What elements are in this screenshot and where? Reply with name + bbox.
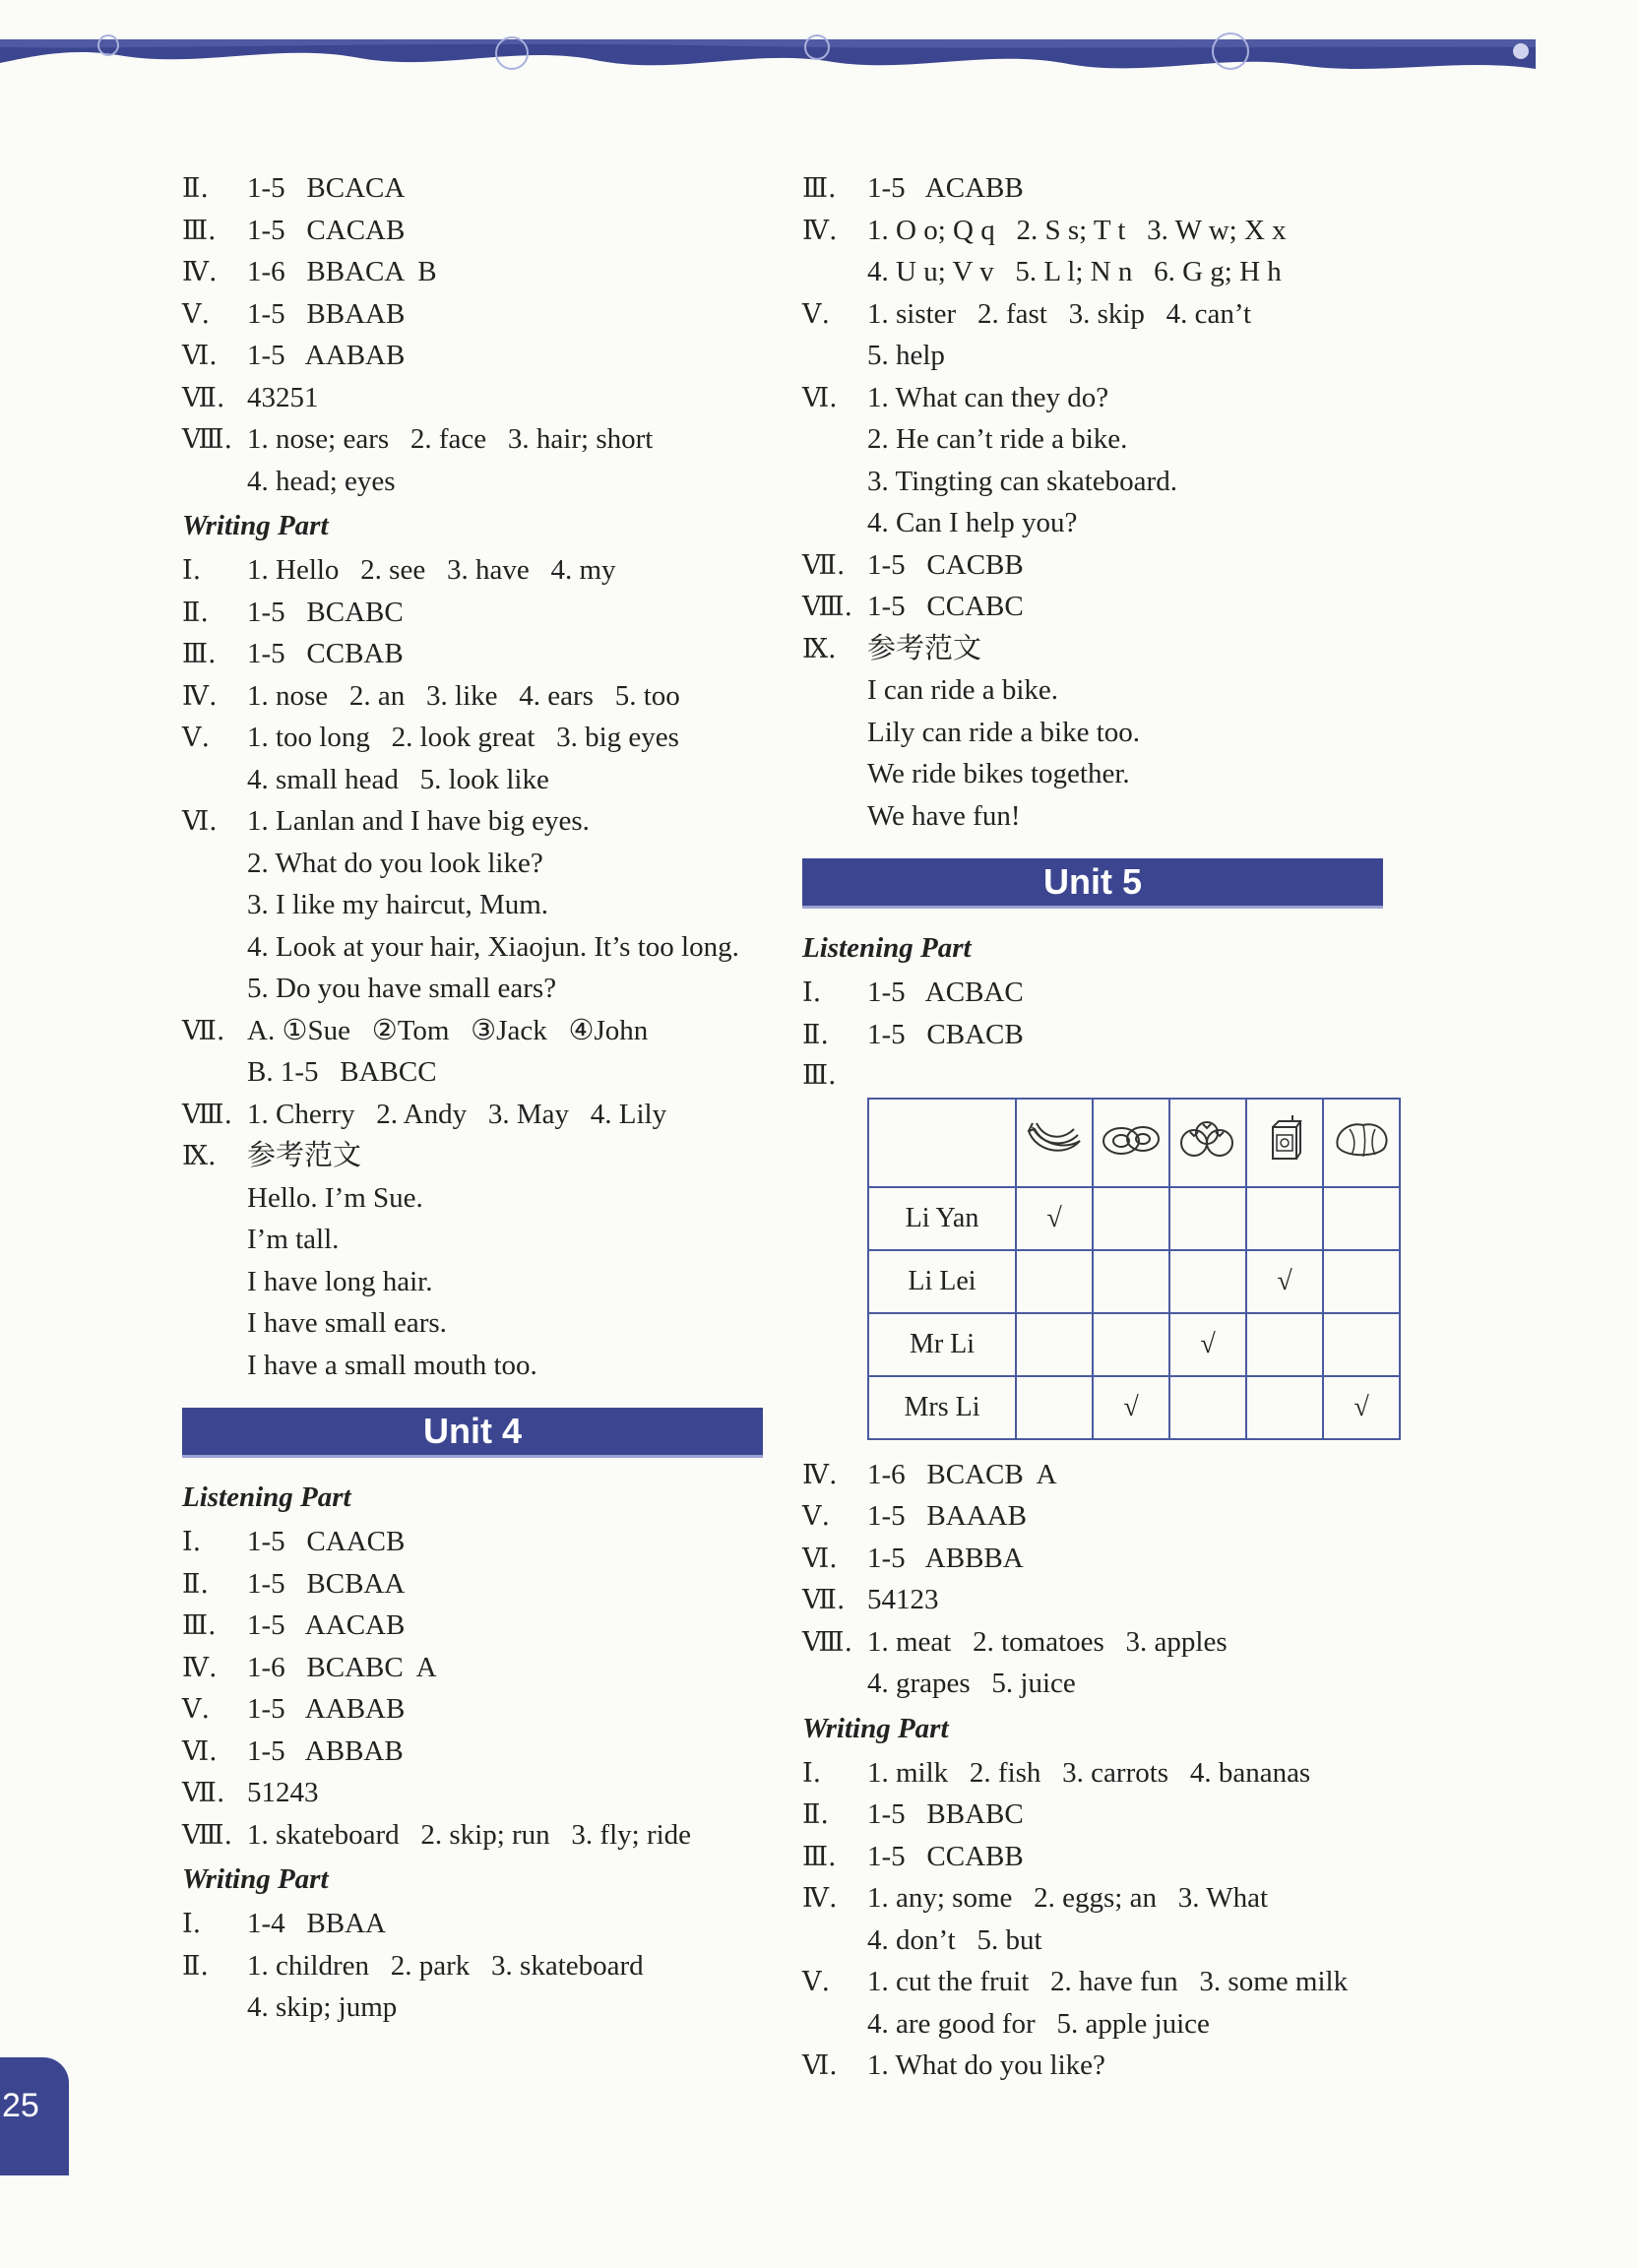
answer-row xyxy=(182,1010,792,1052)
answer-row xyxy=(182,1688,792,1731)
answer-text: 1-5 BCBAA xyxy=(247,1567,406,1600)
tick-cell xyxy=(1246,1313,1323,1376)
answer-text: 4. small head 5. look like xyxy=(247,763,549,795)
question-number: Ⅱ. xyxy=(802,1019,829,1050)
table-row xyxy=(868,1313,1400,1376)
table-row xyxy=(868,1376,1400,1439)
answer-text: 1. too long 2. look great 3. big eyes xyxy=(247,722,679,753)
answer-text: 1-5 AACAB xyxy=(247,1609,406,1641)
answer-row xyxy=(802,1454,1432,1496)
answer-text: 4. don’t 5. but xyxy=(867,1923,1042,1956)
answer-row xyxy=(802,210,1432,252)
answer-text: 1-5 BCACA xyxy=(247,172,406,204)
question-number: Ⅵ. xyxy=(802,382,838,413)
answer-text: 1-5 BAAAB xyxy=(867,1500,1027,1532)
question-number: Ⅲ. xyxy=(802,1060,837,1091)
answer-row xyxy=(802,628,1432,670)
section-heading: Listening Part xyxy=(802,932,972,964)
answer-row xyxy=(182,251,792,293)
question-number: Ⅳ. xyxy=(182,1652,218,1683)
question-number: Ⅰ. xyxy=(182,1909,202,1939)
answer-text: 1. milk 2. fish 3. carrots 4. bananas xyxy=(867,1756,1311,1789)
answer-text: 1-5 BBAAB xyxy=(247,297,406,330)
answer-text: 1. skateboard 2. skip; run 3. fly; ride xyxy=(247,1818,692,1851)
tick-cell: √ xyxy=(1246,1250,1323,1313)
answer-row xyxy=(182,800,792,843)
answer-text: 1. O o; Q q 2. S s; T t 3. W w; X x xyxy=(867,214,1287,246)
answer-row xyxy=(802,586,1432,628)
answer-text: 4. head; eyes xyxy=(247,465,396,497)
answer-row xyxy=(182,1605,792,1647)
tick-cell xyxy=(1016,1376,1093,1439)
answer-text: 4. are good for 5. apple juice xyxy=(867,2007,1210,2040)
tick-cell xyxy=(1093,1187,1169,1250)
tick-cell: √ xyxy=(1323,1376,1400,1439)
answer-continuation xyxy=(802,712,1432,754)
tick-cell xyxy=(1169,1250,1246,1313)
answer-row xyxy=(182,549,792,592)
tick-cell: √ xyxy=(1169,1313,1246,1376)
question-number: Ⅷ. xyxy=(182,1819,233,1851)
left-column xyxy=(182,167,792,2029)
question-number: Ⅸ. xyxy=(802,633,837,664)
food-picture-cell xyxy=(1323,1099,1400,1187)
question-number: Ⅵ. xyxy=(182,341,218,371)
answer-row xyxy=(802,2045,1432,2087)
answer-continuation xyxy=(182,926,792,969)
answer-continuation xyxy=(802,418,1432,461)
answer-row xyxy=(802,1961,1432,2003)
answer-row xyxy=(182,418,792,461)
answer-continuation xyxy=(182,1051,792,1094)
eggs-icon xyxy=(1100,1137,1163,1167)
answer-text: Hello. I’m Sue. xyxy=(247,1181,423,1214)
table-row xyxy=(868,1250,1400,1313)
answer-continuation xyxy=(802,669,1432,712)
answer-continuation xyxy=(182,843,792,885)
answer-row xyxy=(802,167,1432,210)
question-number: Ⅴ. xyxy=(182,298,211,330)
answer-text: 1. nose; ears 2. face 3. hair; short xyxy=(247,423,654,455)
answer-row xyxy=(802,1055,1432,1098)
answer-text: 1. What can they do? xyxy=(867,381,1109,413)
answer-row xyxy=(802,1836,1432,1878)
answer-continuation xyxy=(182,1302,792,1345)
tick-cell xyxy=(1016,1313,1093,1376)
section-heading: Writing Part xyxy=(802,1712,949,1744)
answer-continuation xyxy=(802,795,1432,838)
answer-row xyxy=(182,1945,792,1987)
answer-continuation xyxy=(802,335,1432,377)
question-number: Ⅱ. xyxy=(182,1568,209,1600)
question-number: Ⅵ. xyxy=(802,1543,838,1574)
answer-text: 1-5 CAACB xyxy=(247,1526,406,1557)
question-number: Ⅲ. xyxy=(182,215,217,246)
person-name-cell: Li Yan xyxy=(868,1187,1016,1250)
food-picture-cell xyxy=(1093,1099,1169,1187)
question-number: Ⅲ. xyxy=(802,173,837,204)
answer-text: 1. Lanlan and I have big eyes. xyxy=(247,805,590,837)
answer-text: I’m tall. xyxy=(247,1224,340,1255)
answer-row xyxy=(802,1014,1432,1056)
answer-continuation xyxy=(182,1261,792,1303)
answer-text: 参考范文 xyxy=(247,1140,362,1171)
answer-text: We have fun! xyxy=(867,799,1021,832)
question-number: Ⅶ. xyxy=(182,1778,225,1808)
answer-text: 3. I like my haircut, Mum. xyxy=(247,889,549,920)
answer-text: I can ride a bike. xyxy=(867,674,1059,706)
answer-text: 4. Look at your hair, Xiaojun. It’s too long. xyxy=(247,930,739,963)
section-heading: Listening Part xyxy=(182,1481,351,1513)
answer-row xyxy=(182,377,792,419)
answer-text: 1-5 CCABB xyxy=(867,1840,1024,1872)
question-number: Ⅸ. xyxy=(182,1141,217,1171)
answer-continuation xyxy=(802,251,1432,293)
tick-cell xyxy=(1246,1187,1323,1250)
question-number: Ⅰ. xyxy=(182,555,202,586)
question-number: Ⅱ. xyxy=(182,597,209,628)
question-number: Ⅱ. xyxy=(182,173,209,204)
answer-row xyxy=(182,717,792,759)
answer-text: 1-5 CCABC xyxy=(867,591,1024,622)
answer-continuation xyxy=(802,753,1432,795)
answer-row xyxy=(802,1794,1432,1836)
answer-continuation xyxy=(182,759,792,801)
question-number: Ⅷ. xyxy=(802,1626,853,1658)
answer-text: 1. any; some 2. eggs; an 3. What xyxy=(867,1882,1269,1914)
answer-row xyxy=(802,1621,1432,1664)
answer-row xyxy=(802,377,1432,419)
answer-text: 54123 xyxy=(867,1584,939,1615)
answer-row xyxy=(182,335,792,377)
answer-text: 1-6 BCACB A xyxy=(867,1458,1057,1490)
food-picture-cell xyxy=(1246,1099,1323,1187)
question-number: Ⅳ. xyxy=(182,257,218,287)
question-number: Ⅰ. xyxy=(802,1757,822,1789)
section-heading: Writing Part xyxy=(182,510,329,541)
bananas-icon xyxy=(1023,1137,1086,1167)
answer-continuation xyxy=(802,2003,1432,2046)
answer-text: 51243 xyxy=(247,1777,319,1808)
answer-text: 1. children 2. park 3. skateboard xyxy=(247,1949,644,1982)
answer-text: Lily can ride a bike too. xyxy=(867,716,1141,748)
answer-text: 2. He can’t ride a bike. xyxy=(867,423,1128,455)
answer-row xyxy=(182,1521,792,1563)
question-number: Ⅰ. xyxy=(802,977,822,1008)
answer-text: 1. What do you like? xyxy=(867,2049,1105,2081)
answer-text: 4. skip; jump xyxy=(247,1991,398,2023)
person-name-cell: Li Lei xyxy=(868,1250,1016,1313)
tick-cell xyxy=(1093,1313,1169,1376)
unit-heading: Unit 4 xyxy=(182,1408,763,1458)
answer-row xyxy=(802,1538,1432,1580)
question-number: Ⅶ. xyxy=(802,1585,846,1615)
answer-continuation xyxy=(182,1219,792,1261)
answer-row xyxy=(182,1647,792,1689)
answer-text: 1-5 AABAB xyxy=(247,1693,406,1725)
answer-row xyxy=(182,293,792,336)
answer-text: 参考范文 xyxy=(867,632,982,664)
cabbage-icon xyxy=(1330,1137,1393,1167)
answer-tick-table xyxy=(867,1098,1401,1440)
question-number: Ⅷ. xyxy=(182,424,233,455)
question-number: Ⅷ. xyxy=(182,1099,233,1130)
answer-continuation xyxy=(182,1986,792,2029)
person-name-cell: Mrs Li xyxy=(868,1376,1016,1439)
answer-row xyxy=(182,1094,792,1136)
table-corner-cell xyxy=(868,1099,1016,1187)
answer-text: 1-5 CACBB xyxy=(867,548,1024,581)
question-number: Ⅶ. xyxy=(802,549,846,581)
tick-cell xyxy=(1169,1376,1246,1439)
question-number: Ⅳ. xyxy=(802,1883,838,1914)
question-number: Ⅵ. xyxy=(182,806,218,837)
answer-row xyxy=(802,972,1432,1014)
answer-text: 1. sister 2. fast 3. skip 4. can’t xyxy=(867,297,1252,330)
tick-cell: √ xyxy=(1016,1187,1093,1250)
answer-text: I have a small mouth too. xyxy=(247,1349,537,1381)
tick-cell: √ xyxy=(1093,1376,1169,1439)
answer-row xyxy=(182,675,792,718)
answer-row xyxy=(182,167,792,210)
question-number: Ⅱ. xyxy=(802,1799,829,1830)
person-name-cell: Mr Li xyxy=(868,1313,1016,1376)
answer-row xyxy=(802,293,1432,336)
answer-text: 1-5 CCBAB xyxy=(247,638,404,669)
answer-row xyxy=(182,633,792,675)
table-row xyxy=(868,1187,1400,1250)
answer-row xyxy=(182,1731,792,1773)
unit-heading: Unit 5 xyxy=(802,858,1383,909)
answer-text: 5. help xyxy=(867,340,945,371)
page-number: 25 xyxy=(2,2087,39,2124)
answer-text: 1. nose 2. an 3. like 4. ears 5. too xyxy=(247,679,680,712)
answer-text: 5. Do you have small ears? xyxy=(247,973,557,1004)
question-number: Ⅳ. xyxy=(182,680,218,712)
answer-text: 3. Tingting can skateboard. xyxy=(867,465,1177,497)
question-number: Ⅴ. xyxy=(182,1694,211,1725)
answer-row xyxy=(182,1772,792,1814)
answer-text: I have small ears. xyxy=(247,1307,447,1339)
answer-text: 1-5 BBABC xyxy=(867,1798,1024,1830)
answer-text: B. 1-5 BABCC xyxy=(247,1056,437,1088)
question-number: Ⅲ. xyxy=(182,639,217,669)
answer-text: 1-5 CACAB xyxy=(247,214,406,246)
answer-text: A. ①Sue ②Tom ③Jack ④John xyxy=(247,1014,649,1046)
question-number: Ⅱ. xyxy=(182,1950,209,1982)
answer-row xyxy=(182,1135,792,1177)
tick-cell xyxy=(1169,1187,1246,1250)
answer-row xyxy=(182,592,792,634)
question-number: Ⅳ. xyxy=(802,1459,838,1490)
tick-cell xyxy=(1016,1250,1093,1313)
question-number: Ⅴ. xyxy=(182,723,211,753)
question-number: Ⅳ. xyxy=(802,215,838,246)
right-column xyxy=(802,167,1432,2087)
answer-row xyxy=(182,1903,792,1945)
answer-text: 1-5 CBACB xyxy=(867,1018,1024,1050)
answer-continuation xyxy=(182,1345,792,1387)
answer-row xyxy=(182,1814,792,1857)
answer-text: 43251 xyxy=(247,381,319,413)
answer-text: 4. grapes 5. juice xyxy=(867,1668,1076,1699)
answer-text: 1. cut the fruit 2. have fun 3. some milk xyxy=(867,1966,1349,1997)
answer-row xyxy=(182,1563,792,1606)
answer-continuation xyxy=(802,502,1432,544)
answer-row xyxy=(182,210,792,252)
food-picture-cell xyxy=(1169,1099,1246,1187)
header-wave-banner xyxy=(0,0,1638,108)
answer-text: 1-5 ACBAC xyxy=(867,976,1024,1008)
answer-text: We ride bikes together. xyxy=(867,758,1130,789)
tick-cell xyxy=(1323,1187,1400,1250)
question-number: Ⅰ. xyxy=(182,1527,202,1557)
answer-continuation xyxy=(802,1663,1432,1705)
question-number: Ⅶ. xyxy=(182,382,225,413)
answer-text: 2. What do you look like? xyxy=(247,847,543,879)
answer-text: I have long hair. xyxy=(247,1265,433,1297)
answer-text: 1-5 ABBAB xyxy=(247,1734,404,1767)
answer-row xyxy=(802,1752,1432,1795)
answer-text: 1-5 ABBBA xyxy=(867,1542,1024,1574)
answer-text: 1-5 ACABB xyxy=(867,172,1024,204)
tick-cell xyxy=(1093,1250,1169,1313)
answer-row xyxy=(802,1579,1432,1621)
answer-text: 1-6 BCABC A xyxy=(247,1651,437,1683)
answer-text: 4. Can I help you? xyxy=(867,507,1078,538)
answer-text: 1-6 BBACA B xyxy=(247,256,437,287)
question-number: Ⅲ. xyxy=(182,1610,217,1641)
question-number: Ⅶ. xyxy=(182,1015,225,1046)
answer-row xyxy=(802,1495,1432,1538)
answer-text: 1-5 AABAB xyxy=(247,340,406,371)
question-number: Ⅴ. xyxy=(802,298,831,330)
question-number: Ⅷ. xyxy=(802,592,853,622)
question-number: Ⅴ. xyxy=(802,1501,831,1532)
answer-continuation xyxy=(802,461,1432,503)
answer-text: 1. Hello 2. see 3. have 4. my xyxy=(247,554,616,586)
question-number: Ⅲ. xyxy=(802,1841,837,1872)
question-number: Ⅴ. xyxy=(802,1967,831,1997)
tick-cell xyxy=(1323,1250,1400,1313)
answer-continuation xyxy=(182,968,792,1010)
answer-text: 1-4 BBAA xyxy=(247,1908,386,1939)
answer-continuation xyxy=(182,1177,792,1220)
food-picture-cell xyxy=(1016,1099,1093,1187)
answer-continuation xyxy=(182,461,792,503)
question-number: Ⅵ. xyxy=(802,2050,838,2081)
answer-text: 1. Cherry 2. Andy 3. May 4. Lily xyxy=(247,1098,667,1130)
answer-text: 1. meat 2. tomatoes 3. apples xyxy=(867,1625,1228,1658)
tick-cell xyxy=(1323,1313,1400,1376)
answer-row xyxy=(802,1877,1432,1920)
answer-text: 4. U u; V v 5. L l; N n 6. G g; H h xyxy=(867,256,1282,287)
section-heading: Writing Part xyxy=(182,1863,329,1895)
answer-continuation xyxy=(182,884,792,926)
tick-cell xyxy=(1246,1376,1323,1439)
juice-box-icon xyxy=(1263,1139,1306,1169)
question-number: Ⅵ. xyxy=(182,1735,218,1767)
table-header-row xyxy=(868,1099,1400,1187)
tomatoes-icon xyxy=(1176,1137,1239,1167)
answer-text: 1-5 BCABC xyxy=(247,596,404,628)
answer-continuation xyxy=(802,1920,1432,1962)
answer-row xyxy=(802,544,1432,587)
